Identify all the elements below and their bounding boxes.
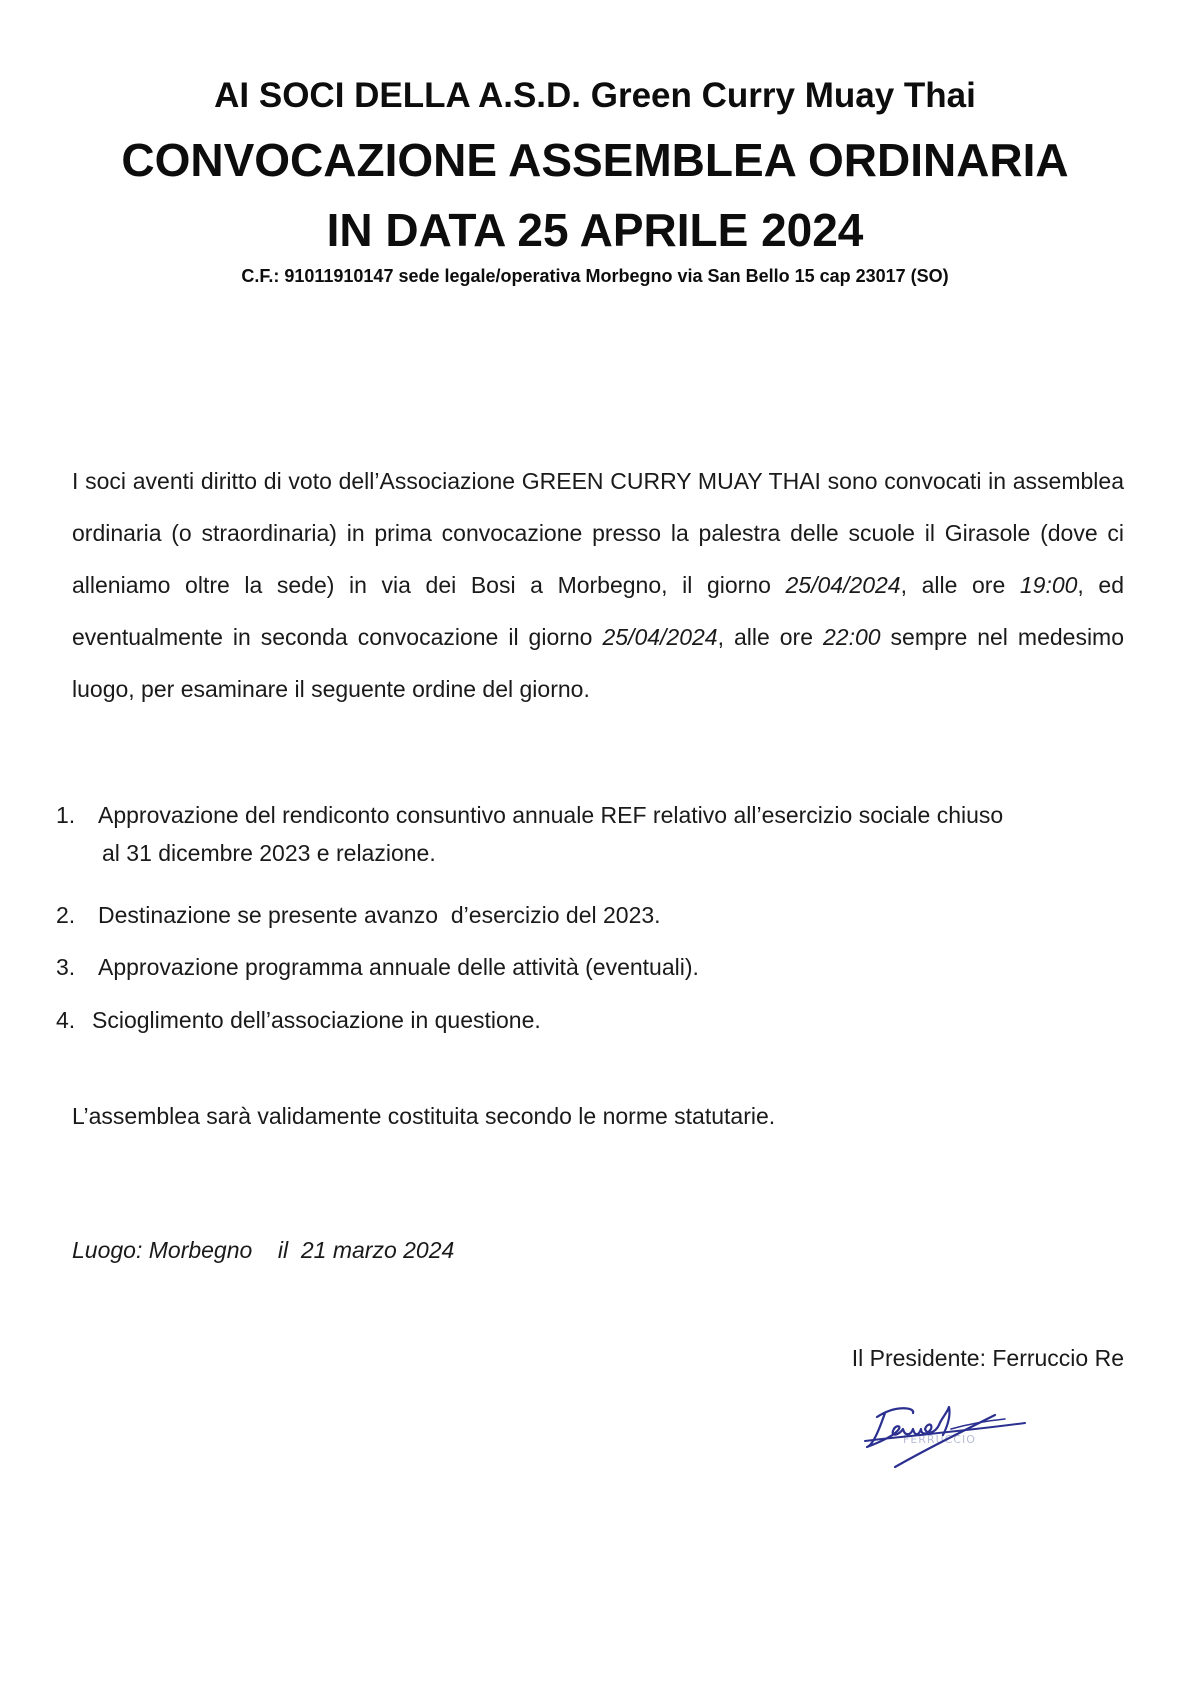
agenda-item-text bbox=[98, 796, 1138, 872]
agenda-item-text: Destinazione se presente avanzo d’esercizio del 2023. bbox=[98, 902, 661, 928]
place-and-date: Luogo: Morbegno il 21 marzo 2024 bbox=[72, 1237, 455, 1263]
second-call-date: 25/04/2024 bbox=[602, 624, 718, 650]
agenda-item-number: 2. bbox=[56, 902, 76, 928]
signature-stamp-text: FERRUCCIO bbox=[903, 1433, 976, 1446]
first-call-date: 25/04/2024 bbox=[785, 572, 901, 598]
agenda-item-number: 4. bbox=[56, 1007, 76, 1033]
first-call-time: 19:00 bbox=[1019, 572, 1078, 598]
convocation-paragraph bbox=[72, 455, 1124, 715]
agenda-item-text: Approvazione programma annuale delle attività (eventuali). bbox=[98, 954, 699, 980]
handwritten-signature bbox=[855, 1395, 1035, 1475]
agenda-item-text: Scioglimento dell’associazione in questione. bbox=[92, 1007, 541, 1033]
recipient-heading: AI SOCI DELLA A.S.D. Green Curry Muay Thai bbox=[214, 76, 976, 115]
document-title-date: IN DATA 25 APRILE 2024 bbox=[326, 204, 864, 256]
paragraph-text: sempre nel medesimo luogo, per esaminare il seguente ordine del giorno. bbox=[72, 624, 1125, 702]
paragraph-text: I soci aventi diritto di voto dell’Associazione GREEN CURRY MUAY THAI sono convocati in assemblea ordinaria (o straordinaria) in prima convocazione presso la palestra delle scuole il Girasole (dove ci alleniamo oltre la sede) in via dei Bosi a Morbegno, il giorno bbox=[72, 468, 1124, 598]
closing-statement: L’assemblea sarà validamente costituita secondo le norme statutarie. bbox=[72, 1103, 776, 1129]
agenda-item-number: 3. bbox=[56, 954, 76, 980]
document-title: CONVOCAZIONE ASSEMBLEA ORDINARIA bbox=[121, 134, 1069, 186]
agenda-item-number: 1. bbox=[56, 802, 76, 828]
second-call-time: 22:00 bbox=[823, 624, 881, 650]
agenda-item-text-line: Approvazione del rendiconto consuntivo annuale REF relativo all’esercizio sociale chiuso bbox=[98, 802, 1004, 828]
president-name: Il Presidente: Ferruccio Re bbox=[851, 1345, 1124, 1371]
association-details: C.F.: 91011910147 sede legale/operativa Morbegno via San Bello 15 cap 23017 (SO) bbox=[241, 266, 949, 286]
paragraph-text: , ed eventualmente in seconda convocazione il giorno bbox=[72, 572, 1124, 650]
paragraph-text: , alle ore bbox=[717, 624, 823, 650]
agenda-item-text-line: al 31 dicembre 2023 e relazione. bbox=[102, 840, 436, 866]
paragraph-text: , alle ore bbox=[900, 572, 1020, 598]
